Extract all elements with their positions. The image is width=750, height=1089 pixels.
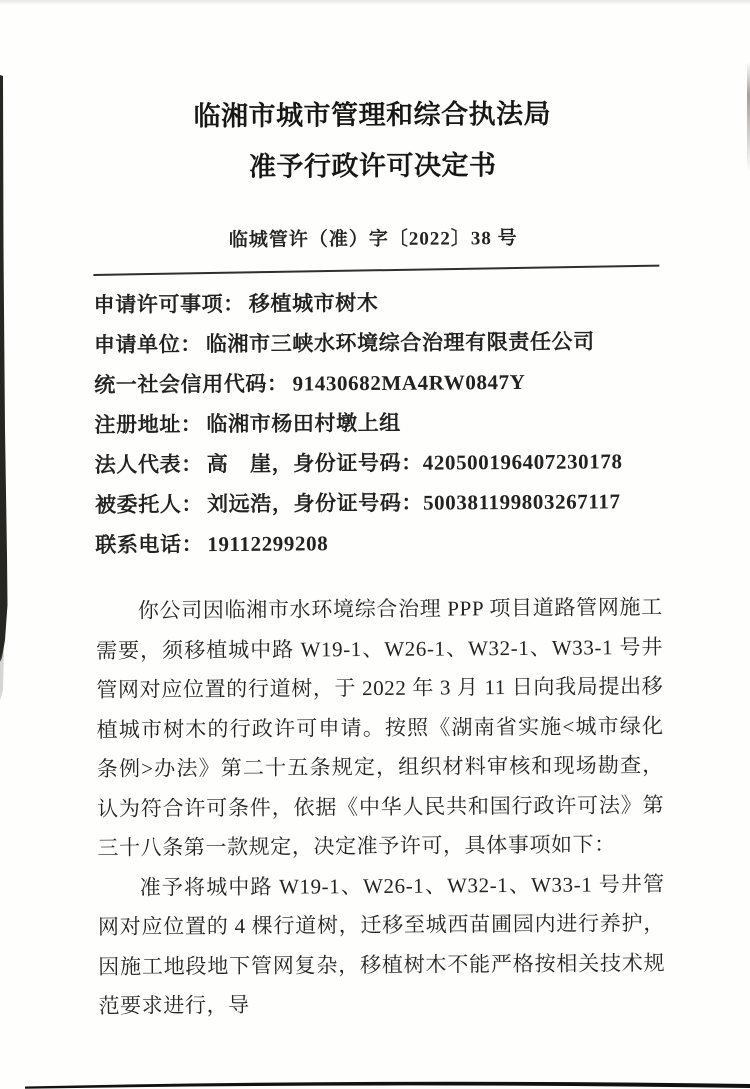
field-legal-representative bbox=[95, 441, 665, 485]
application-fields bbox=[93, 281, 665, 565]
field-value: 临湘市三峡水环境综合治理有限责任公司 bbox=[205, 329, 595, 357]
field-label: 统一社会信用代码： bbox=[94, 371, 289, 397]
field-label: 注册地址： bbox=[94, 412, 203, 437]
body-paragraph-decision: 准予将城中路 W19-1、W26-1、W32-1、W33-1 号井管网对应位置的 4 棵行道树，迁移至城西苗圃园内进行养护，因施工地段地下管网复杂，移植树木不能严格按相关技术规范要求进行，导 bbox=[97, 871, 666, 1018]
field-value: 刘远浩，身份证号码：500381199803267117 bbox=[206, 489, 621, 517]
field-value: 高 崖，身份证号码：420500196407230178 bbox=[206, 449, 623, 477]
field-label: 申请许可事项： bbox=[93, 291, 245, 317]
document-title: 准予行政许可决定书 bbox=[248, 150, 497, 182]
field-label: 法人代表： bbox=[94, 452, 203, 477]
document-number: 临城管许（准）字〔2022〕38 号 bbox=[228, 227, 518, 252]
field-label: 被委托人： bbox=[94, 492, 204, 517]
agency-title: 临湘市城市管理和综合执法局 bbox=[193, 98, 552, 132]
field-credit-code bbox=[94, 361, 664, 405]
decision-body bbox=[96, 588, 666, 1026]
field-value: 移植城市树木 bbox=[248, 290, 379, 316]
field-entrusted-person bbox=[95, 481, 665, 525]
field-label: 申请单位： bbox=[93, 332, 202, 357]
field-registered-address bbox=[94, 401, 664, 445]
field-applicant-unit bbox=[94, 321, 664, 365]
field-value: 91430682MA4RW0847Y bbox=[292, 369, 526, 396]
field-permit-item bbox=[93, 281, 663, 325]
field-value: 临湘市杨田村墩上组 bbox=[206, 410, 401, 437]
field-value: 19112299208 bbox=[207, 531, 329, 557]
field-label: 联系电话： bbox=[95, 532, 204, 557]
body-paragraph-application: 你公司因临湘市水环境综合治理 PPP 项目道路管网施工需要，须移植城中路 W19-1、W26-1、W32-1、W33-1 号井管网对应位置的行道树，于 2022 年 3 月 11 日向我局提出移植城市树木的行政许可申请。按照《湖南省实施<城市绿化条例>办法》第二十五条规定，组织材料审核和现场勘查，认为符合许可条件，依据《中华人民共和国行政许可法》第三十八条第一款规定，决定准予许可，具体事项如下： bbox=[95, 594, 665, 860]
field-contact-phone bbox=[95, 521, 665, 565]
header-divider-line bbox=[93, 265, 659, 276]
